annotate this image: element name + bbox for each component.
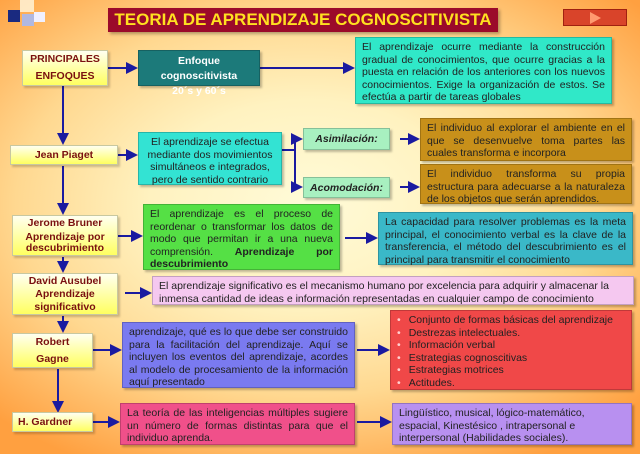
list-item: • Destrezas intelectuales. [397, 327, 625, 340]
enfoque-description: El aprendizaje ocurre mediante la construcción gradual de conocimientos, que ocurre gracias a la puesta en relación de los anteriores con los nuevos conocimientos. Exige la organización de estos. Se efectúa a partir de tareas globales [355, 37, 612, 104]
list-item: • Información verbal [397, 339, 625, 352]
label: PRINCIPALES [30, 53, 100, 65]
acomodacion-node: Acomodación: [303, 177, 390, 198]
ausubel-description: El aprendizaje significativo es el mecanismo humano por excelencia para adquirir y almacenar la inmensa cantidad de ideas e información representadas en cualquier campo de conocimiento [152, 276, 634, 305]
principales-enfoques-node [22, 50, 108, 86]
label: David Ausubel [28, 274, 102, 287]
list-item: • Conjunto de formas básicas del aprendizaje [397, 314, 625, 327]
label: Aprendizaje por descubrimiento [150, 245, 333, 270]
label: ENFOQUES [35, 70, 95, 82]
asimilacion-node: Asimilación: [303, 128, 390, 150]
acomodacion-description: El individuo transforma su propia estructura para adecuarse a la naturaleza de los objetos que serán aprendidos. [420, 164, 632, 204]
asimilacion-description: El individuo al explorar el ambiente en el que se desenvuelve toma partes las cuales transforma e incorpora [420, 118, 632, 161]
piaget-description: El aprendizaje se efectua mediante dos movimientos simultáneos e integrados, pero de sentido contrario [138, 132, 282, 185]
label: Robert [35, 335, 70, 348]
label: El aprendizaje es el proceso de reordenar o transformar los datos de modo que permitan ir a una nueva comprensión. [150, 208, 333, 258]
gagne-list [390, 310, 632, 390]
gagne-description: aprendizaje, qué es lo que debe ser construido para la facilitación del aprendizaje. Aquí se incluyen los eventos del aprendizaje, acordes al modelo de procesamiento de la información aquí presentado [122, 322, 355, 388]
enfoque-node [138, 50, 260, 97]
bruner-description [143, 204, 340, 270]
label: Enfoque cognoscitivista [160, 55, 238, 82]
label: Gagne [36, 352, 69, 365]
gardner-description: La teoría de las inteligencias múltiples sugiere un número de formas distintas para que el individuo aprenda. [120, 403, 355, 445]
list-item: • Estrategias motrices [397, 364, 625, 377]
list-item: • Estrategias cognoscitivas [397, 352, 625, 365]
bruner-node [12, 215, 118, 256]
gardner-result: Lingüístico, musical, lógico-matemático, espacial, Kinestésico , intrapersonal e interpersonal (Habilidades sociales). [392, 403, 632, 445]
gardner-node: H. Gardner [12, 412, 93, 432]
label: Aprendizaje significativo [34, 287, 96, 313]
label: 20´s y 60´s [172, 85, 226, 97]
piaget-node: Jean Piaget [10, 145, 118, 165]
page-title: TEORIA DE APRENDIZAJE COGNOSCITIVISTA [114, 10, 492, 29]
bruner-result: La capacidad para resolver problemas es la meta principal, el conocimiento verbal es la clave de la transferencia, el método del descubrimiento es el principal para transmitir el conocimiento [378, 212, 633, 265]
ausubel-node [12, 273, 118, 315]
list-item: • Actitudes. [397, 377, 625, 390]
label: Jerome Bruner [27, 216, 103, 229]
label: Aprendizaje por descubrimiento [25, 230, 105, 254]
gagne-node [12, 333, 93, 368]
